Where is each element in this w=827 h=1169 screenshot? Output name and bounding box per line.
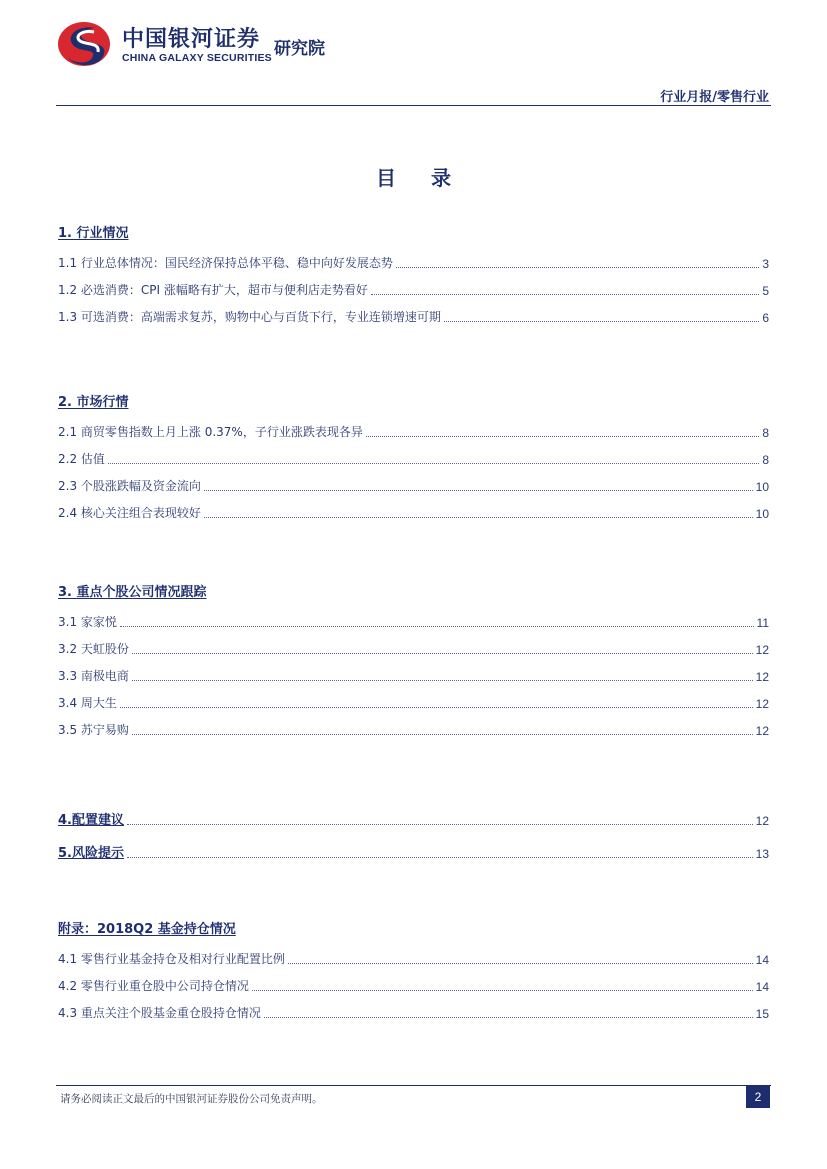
toc-entry-text: 4.配置建议	[58, 813, 124, 828]
dot-leader	[288, 962, 753, 964]
toc-entry-page: 8	[762, 453, 769, 467]
dot-leader	[108, 462, 759, 464]
toc-entry-text: 4.3 重点关注个股基金重仓股持仓情况	[58, 1006, 261, 1020]
toc-entry-text: 5.风险提示	[58, 846, 124, 861]
toc-entry[interactable]	[58, 630, 769, 657]
toc-section-appendix	[58, 920, 769, 1021]
dot-leader	[371, 293, 759, 295]
dot-leader	[132, 733, 753, 735]
toc-entry-page: 12	[755, 643, 769, 657]
toc-entry-text: 2.4 核心关注组合表现较好	[58, 506, 201, 520]
dot-leader	[444, 320, 759, 322]
footer-disclaimer: 请务必阅读正文最后的中国银河证券股份公司免责声明。	[60, 1093, 323, 1105]
dot-leader	[127, 856, 753, 858]
toc-entry-page: 12	[755, 697, 769, 711]
toc-entry[interactable]	[58, 940, 769, 967]
toc-entry[interactable]	[58, 603, 769, 630]
toc-entry-text: 3.5 苏宁易购	[58, 723, 129, 737]
toc-entry-page: 10	[755, 507, 769, 521]
toc-entry-page: 14	[755, 953, 769, 967]
toc-entry[interactable]	[58, 440, 769, 467]
toc-entry-text: 1.1 行业总体情况：国民经济保持总体平稳、稳中向好发展态势	[58, 256, 393, 270]
toc-entry-text: 1.2 必选消费：CPI 涨幅略有扩大，超市与便利店走势看好	[58, 283, 368, 297]
toc-title: 目 录	[376, 166, 465, 190]
toc-entry[interactable]	[58, 657, 769, 684]
toc-entry-text: 1.3 可选消费：高端需求复苏，购物中心与百货下行，专业连锁增速可期	[58, 310, 441, 324]
section-heading[interactable]: 3. 重点个股公司情况跟踪	[58, 585, 207, 600]
section-heading[interactable]: 附录：2018Q2 基金持仓情况	[58, 922, 236, 937]
toc-section-3	[58, 583, 769, 738]
toc-entry[interactable]	[58, 967, 769, 994]
toc-section-1	[58, 224, 769, 325]
dot-leader	[264, 1016, 753, 1018]
toc-entry-text: 4.2 零售行业重仓股中公司持仓情况	[58, 979, 249, 993]
dot-leader	[252, 989, 753, 991]
toc-entry[interactable]	[58, 244, 769, 271]
dot-leader	[120, 706, 753, 708]
toc-section-standalone	[58, 800, 769, 861]
toc-entry-page: 13	[755, 847, 769, 861]
toc-entry-config-advice[interactable]	[58, 800, 769, 828]
section-heading[interactable]: 2. 市场行情	[58, 395, 129, 410]
dot-leader	[366, 435, 759, 437]
dot-leader	[132, 652, 753, 654]
logo-chinese-name: 中国银河证券	[122, 27, 261, 52]
toc-entry-page: 15	[755, 1007, 769, 1021]
section-heading[interactable]: 1. 行业情况	[58, 226, 129, 241]
page-header	[0, 0, 827, 110]
toc-entry[interactable]	[58, 711, 769, 738]
toc-entry-text: 2.1 商贸零售指数上月上涨 0.37%，子行业涨跌表现各异	[58, 425, 363, 439]
logo-english-name: CHINA GALAXY SECURITIES	[122, 52, 272, 64]
toc-entry[interactable]	[58, 994, 769, 1021]
toc-section-2	[58, 393, 769, 521]
toc-entry-page: 5	[762, 284, 769, 298]
report-type: 行业月报/零售行业	[660, 90, 769, 105]
toc-entry[interactable]	[58, 413, 769, 440]
dot-leader	[132, 679, 753, 681]
toc-entry[interactable]	[58, 298, 769, 325]
toc-entry-page: 3	[762, 257, 769, 271]
toc-entry-text: 2.3 个股涨跌幅及资金流向	[58, 479, 201, 493]
page-number: 2	[746, 1086, 770, 1108]
toc-entry-page: 12	[755, 724, 769, 738]
toc-entry-page: 6	[762, 311, 769, 325]
institute-label: 研究院	[274, 39, 325, 59]
toc-entry-text: 3.2 天虹股份	[58, 642, 129, 656]
header-divider	[56, 105, 771, 106]
dot-leader	[396, 266, 759, 268]
toc-entry-page: 10	[755, 480, 769, 494]
toc-entry-page: 14	[755, 980, 769, 994]
dot-leader	[127, 823, 753, 825]
toc-entry[interactable]	[58, 271, 769, 298]
toc-entry-text: 3.1 家家悦	[58, 615, 117, 629]
footer-divider	[56, 1085, 771, 1086]
toc-entry-page: 12	[755, 670, 769, 684]
toc-entry-risk-warning[interactable]	[58, 828, 769, 861]
toc-entry[interactable]	[58, 467, 769, 494]
dot-leader	[120, 625, 754, 627]
toc-entry-text: 3.3 南极电商	[58, 669, 129, 683]
toc-entry-text: 3.4 周大生	[58, 696, 117, 710]
toc-entry-text: 4.1 零售行业基金持仓及相对行业配置比例	[58, 952, 285, 966]
toc-entry-page: 11	[756, 616, 769, 630]
dot-leader	[204, 516, 753, 518]
toc-entry[interactable]	[58, 684, 769, 711]
toc-entry-page: 8	[762, 426, 769, 440]
toc-entry-text: 2.2 估值	[58, 452, 105, 466]
toc-entry[interactable]	[58, 494, 769, 521]
dot-leader	[204, 489, 753, 491]
toc-entry-page: 12	[755, 814, 769, 828]
galaxy-logo-icon	[56, 18, 112, 70]
